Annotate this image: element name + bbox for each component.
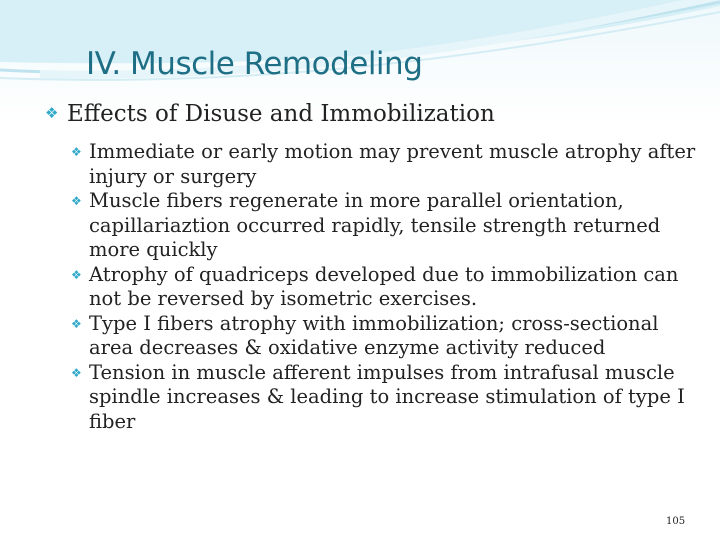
list-item-text: Type I fibers atrophy with immobilization; cross-sectional area decreases & oxidative enzyme activity reduced bbox=[89, 311, 659, 359]
list-item-text: Tension in muscle afferent impulses from intrafusal muscle spindle increases & leading to increase stimulation of type I fiber bbox=[89, 360, 685, 433]
diamond-bullet-icon: ❖ bbox=[71, 145, 82, 159]
list-item bbox=[71, 360, 699, 435]
list-item bbox=[71, 140, 699, 189]
list-item-text: Muscle fibers regenerate in more parallel orientation, capillariaztion occurred rapidly, tensile strength returned more quickly bbox=[89, 189, 661, 261]
list-item-text: Immediate or early motion may prevent muscle atrophy after injury or surgery bbox=[89, 140, 696, 188]
diamond-bullet-icon: ❖ bbox=[45, 104, 59, 122]
section-heading bbox=[45, 101, 495, 127]
diamond-bullet-icon: ❖ bbox=[71, 316, 82, 331]
list-item-text: Atrophy of quadriceps developed due to immobilization can not be reversed by isometric exercises. bbox=[89, 262, 679, 310]
section-heading-text: Effects of Disuse and Immobilization bbox=[67, 101, 495, 127]
bullet-list bbox=[71, 140, 699, 434]
list-item bbox=[71, 189, 699, 263]
page-number: 105 bbox=[666, 516, 686, 527]
diamond-bullet-icon: ❖ bbox=[71, 194, 82, 208]
diamond-bullet-icon: ❖ bbox=[71, 365, 82, 380]
list-item bbox=[71, 262, 699, 312]
slide-title: IV. Muscle Remodeling bbox=[86, 46, 423, 82]
list-item bbox=[71, 311, 699, 361]
diamond-bullet-icon: ❖ bbox=[71, 267, 82, 282]
